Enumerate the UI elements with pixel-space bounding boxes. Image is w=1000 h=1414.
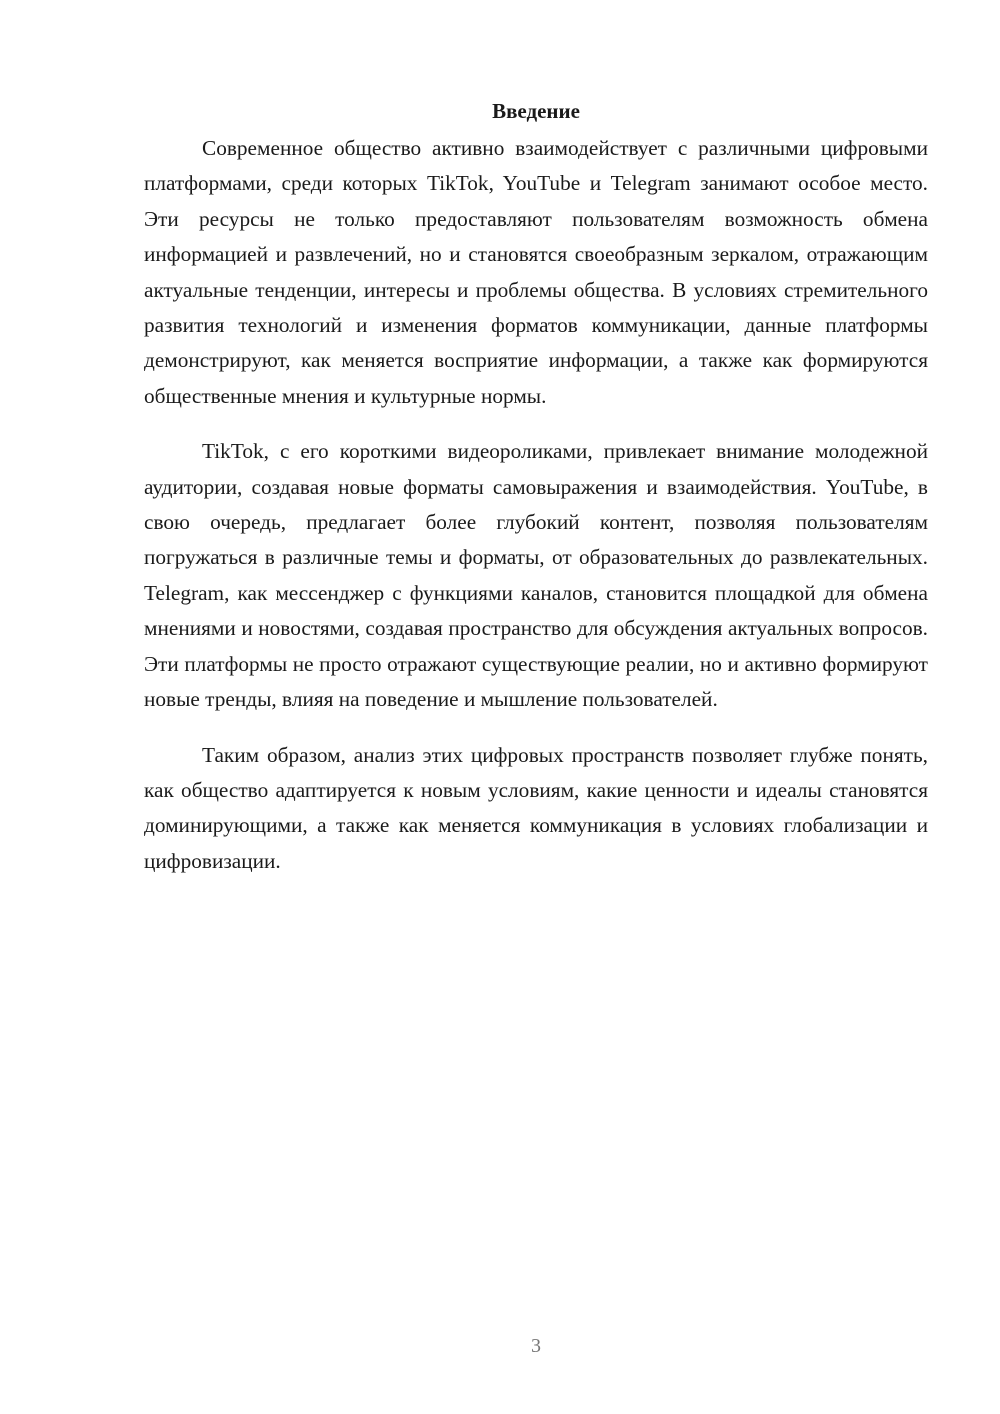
paragraph-3: Таким образом, анализ этих цифровых пространств позволяет глубже понять, как общество адаптируется к новым условиям, какие ценности и идеалы становятся доминирующими, а также как меняется коммуникация в условиях глобализации и цифровизации. — [144, 742, 928, 873]
page-number: 3 — [531, 1335, 541, 1357]
section-heading: Введение — [492, 99, 580, 123]
paragraph-2: TikTok, с его короткими видеороликами, привлекает внимание молодежной аудитории, создавая новые форматы самовыражения и взаимодействия. YouTube, в свою очередь, предлагает более глубокий контент, позволяя пользователям погружаться в различные темы и форматы, от образовательных до развлекательных. Telegram, как мессенджер с функциями каналов, становится площадкой для обмена мнениями и новостями, создавая пространство для обсуждения актуальных вопросов. Эти платформы не просто отражают существующие реалии, но и активно формируют новые тренды, влияя на поведение и мышление пользователей. — [144, 439, 928, 712]
paragraph-1: Современное общество активно взаимодействует с различными цифровыми платформами, среди которых TikTok, YouTube и Telegram занимают особое место. Эти ресурсы не только предоставляют пользователям возможность обмена информацией и развлечений, но и становятся своеобразным зеркалом, отражающим актуальные тенденции, интересы и проблемы общества. В условиях стремительного развития технологий и изменения форматов коммуникации, данные платформы демонстрируют, как меняется восприятие информации, а также как формируются общественные мнения и культурные нормы. — [144, 136, 928, 408]
page-content — [144, 95, 928, 899]
